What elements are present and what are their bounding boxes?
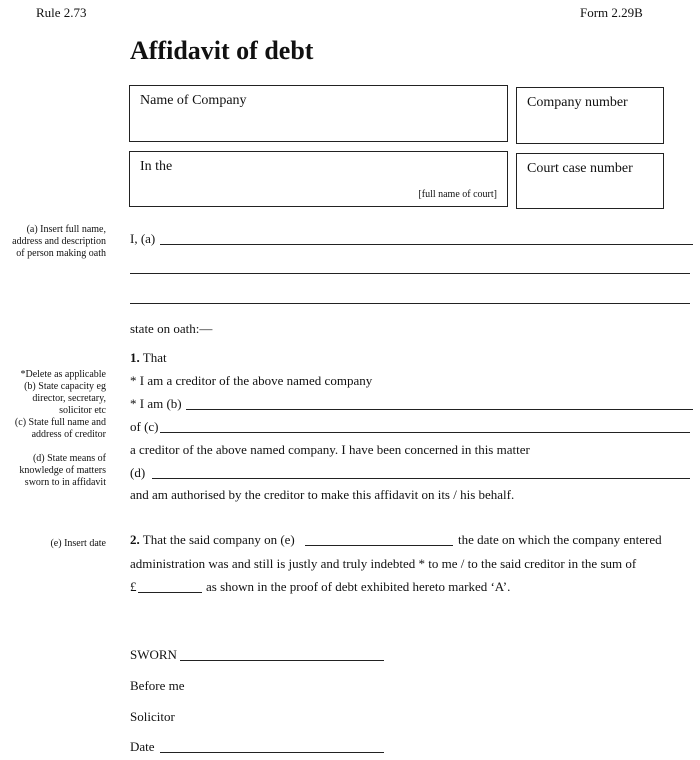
creditor-line[interactable] [160,432,690,433]
paragraph-2-line-3: as shown in the proof of debt exhibited hereto marked ‘A’. [206,579,511,594]
paragraph-1-number: 1. [130,350,140,365]
court-case-box[interactable] [516,153,664,209]
creditor-statement: * I am a creditor of the above named company [130,373,373,388]
solicitor-label: Solicitor [130,709,175,724]
rule-number: Rule 2.73 [36,5,87,20]
of-c-label: of (c) [130,419,159,434]
note-d: (d) State means of knowledge of matters sworn to in affidavit [19,453,106,488]
name-line-1[interactable] [160,244,693,245]
in-the-label: In the [140,159,173,174]
date-entered-line[interactable] [305,545,453,546]
name-line-3[interactable] [130,303,690,304]
pound-sign: £ [130,579,137,594]
note-b-c: *Delete as applicable (b) State capacity eg director, secretary, solicitor etc (c) State full name and address of creditor [14,369,106,440]
date-line[interactable] [160,752,384,753]
name-line-2[interactable] [130,273,690,274]
company-number-box[interactable] [516,87,664,144]
court-hint: [full name of court] [418,189,497,200]
paragraph-2-start: 2. That the said company on (e) [130,532,295,547]
d-label: (d) [130,465,146,480]
paragraph-1 [130,350,167,366]
company-name-box[interactable] [129,85,508,142]
state-on-oath: state on oath:— [130,321,213,336]
before-me-label: Before me [130,678,185,693]
company-number-label: Company number [527,95,628,110]
page-title: Affidavit of debt [130,36,314,65]
sworn-label: SWORN [130,647,177,662]
note-a: (a) Insert full name, address and description of person making oath [12,224,106,259]
company-name-label: Name of Company [140,93,247,108]
court-case-label: Court case number [527,161,633,176]
i-am-b-label: * I am (b) [130,396,182,411]
date-label: Date [130,739,155,754]
paragraph-2-end: the date on which the company entered [458,532,662,547]
form-number: Form 2.29B [580,5,643,20]
amount-line[interactable] [138,592,202,593]
knowledge-line[interactable] [152,478,690,479]
paragraph-2-line-2: administration was and still is justly and truly indebted * to me / to the said creditor in the sum of [130,556,637,571]
capacity-line[interactable] [186,409,693,410]
concerned-statement: a creditor of the above named company. I have been concerned in this matter [130,442,530,457]
sworn-line[interactable] [180,660,384,661]
i-a-label: I, (a) [130,231,156,246]
court-box[interactable] [129,151,508,207]
authorised-statement: and am authorised by the creditor to make this affidavit on its / his behalf. [130,487,515,502]
paragraph-2-number: 2. [130,532,140,547]
paragraph-1-that: That [139,350,167,365]
note-e: (e) Insert date [50,538,106,549]
